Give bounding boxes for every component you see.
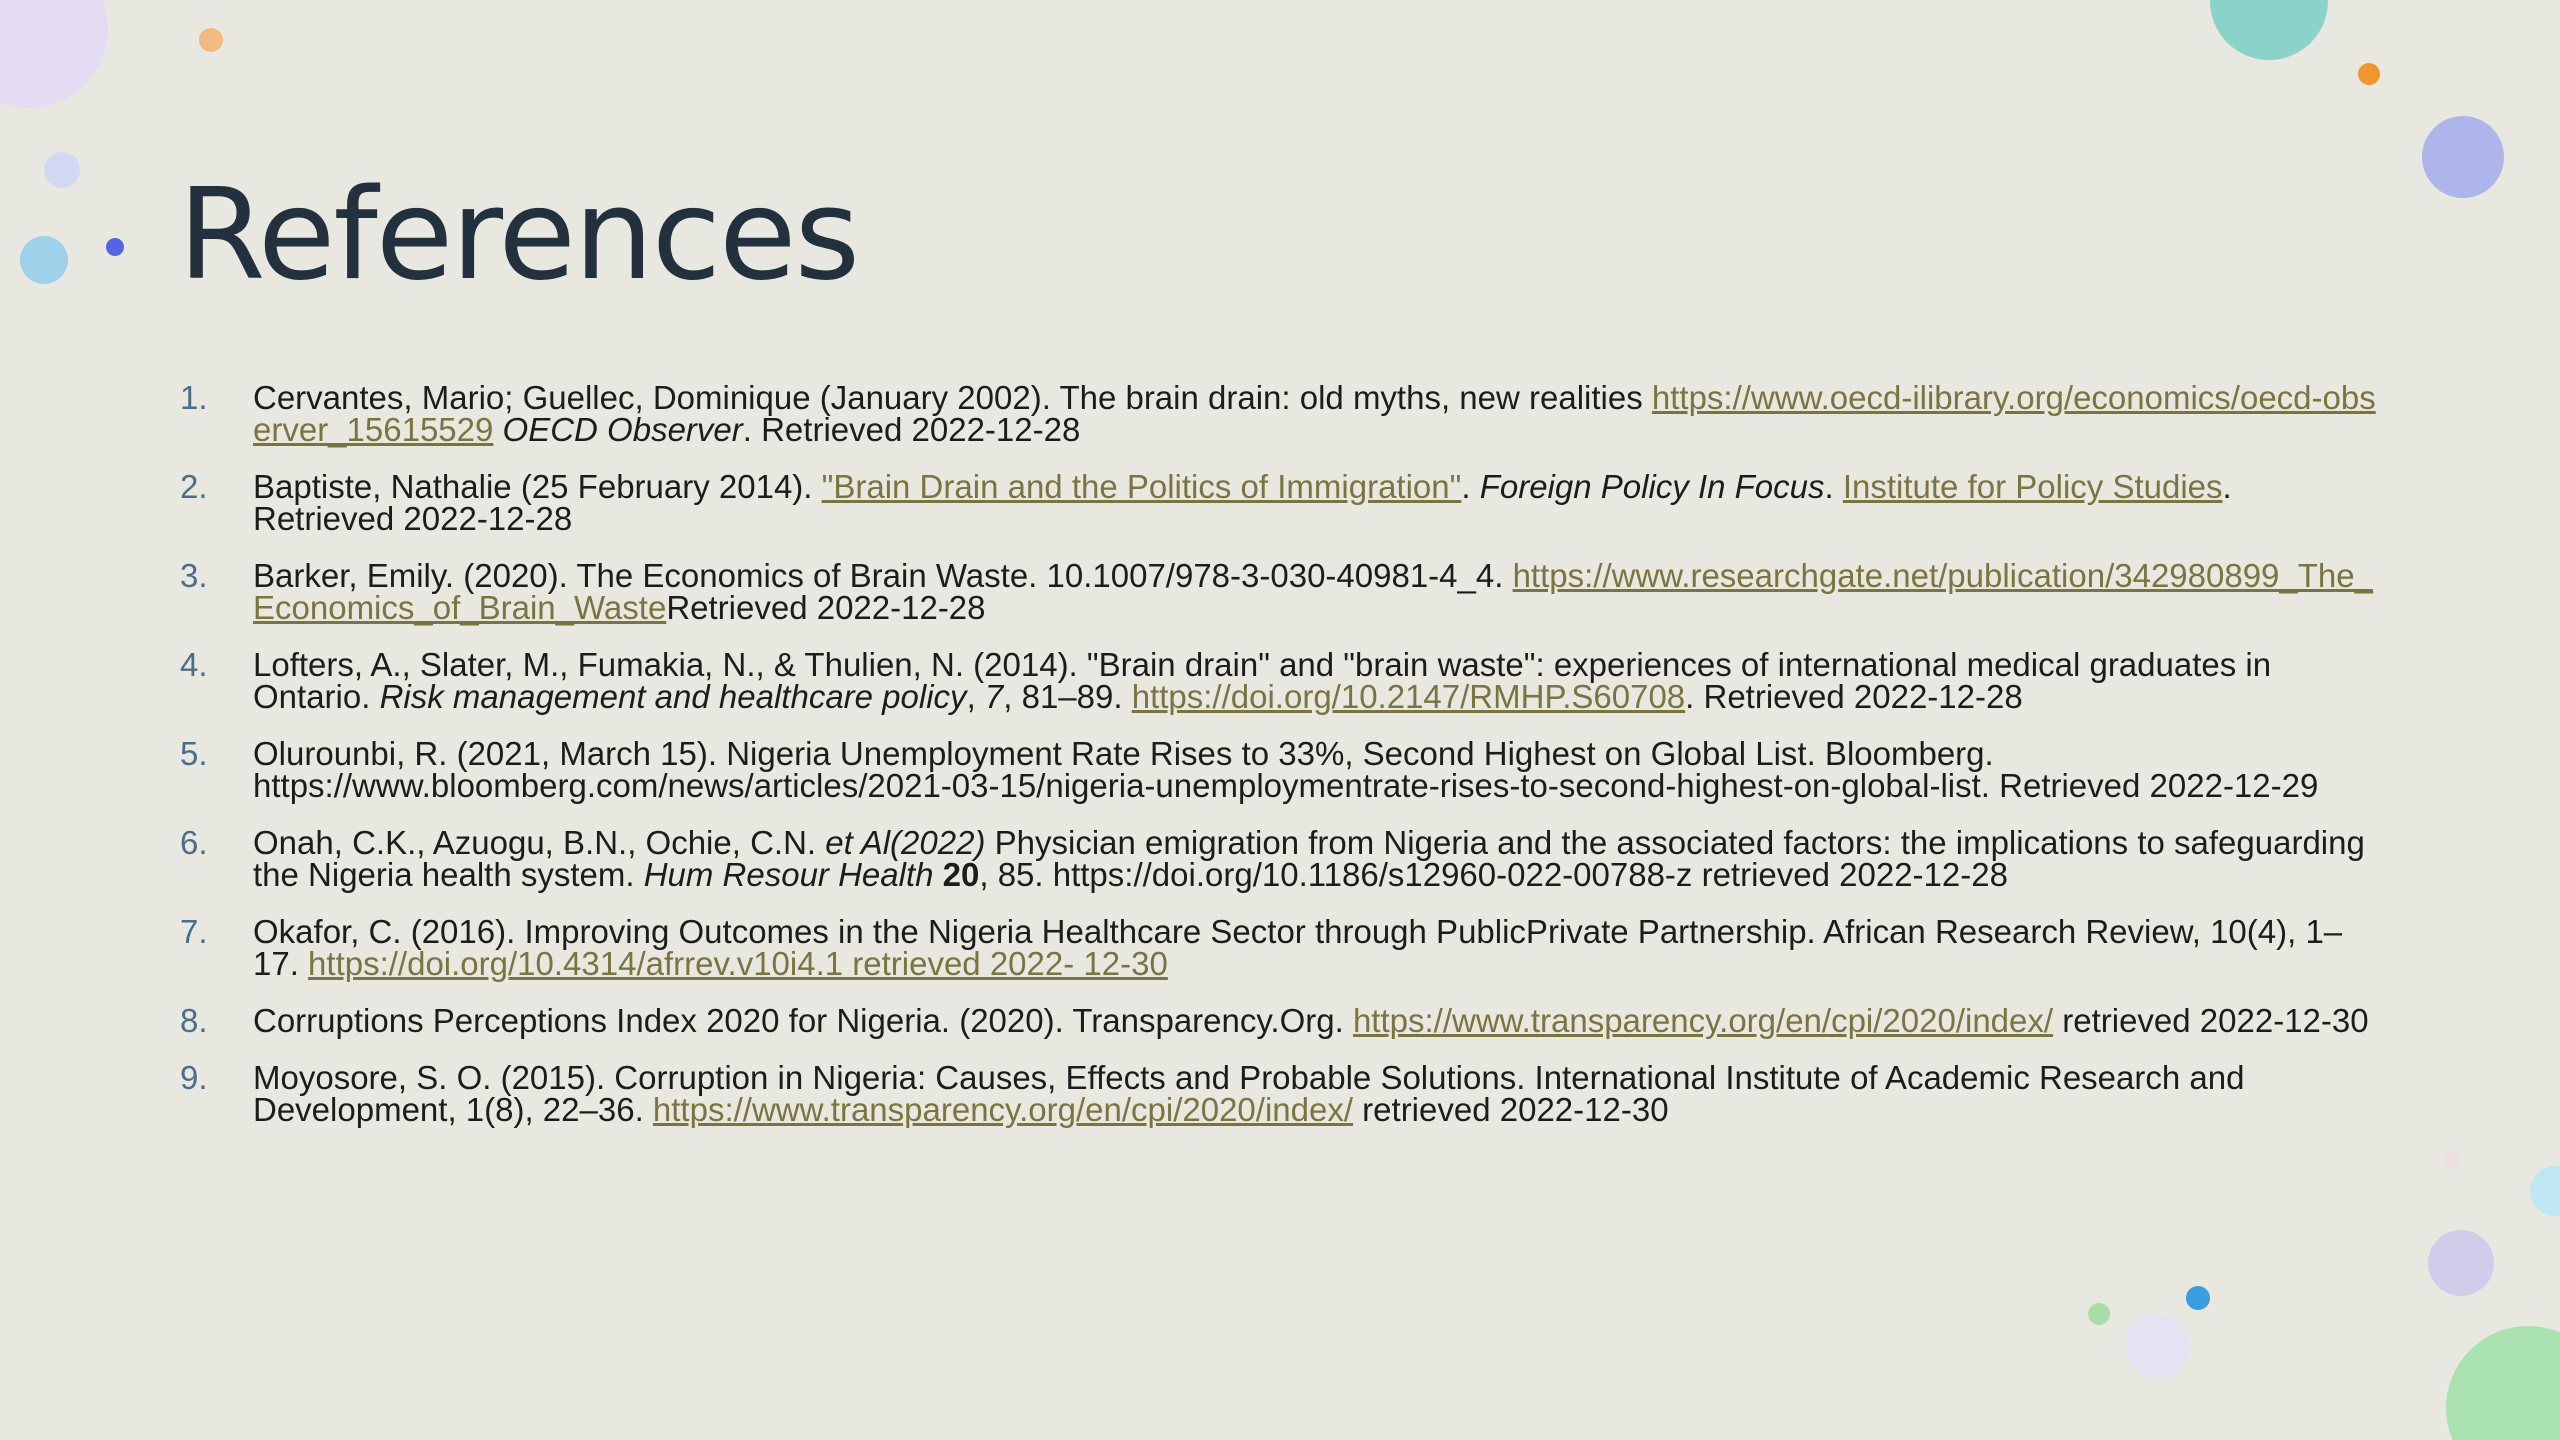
decor-dot-green-small xyxy=(2088,1303,2110,1325)
reference-text xyxy=(253,913,2380,982)
reference-number: 7. xyxy=(180,913,208,950)
reference-item xyxy=(180,646,2380,715)
decor-dot-periwinkle-medium xyxy=(2422,116,2504,198)
reference-text xyxy=(253,646,2380,715)
reference-italic-text: Risk management and healthcare policy xyxy=(379,678,967,715)
reference-link[interactable]: https://doi.org/10.4314/afrrev.v10i4.1 retrieved 2022- 12-30 xyxy=(308,945,1168,982)
reference-item xyxy=(180,1002,2380,1039)
reference-plain-text: Okafor, C. (2016). Improving Outcomes in the Nigeria Healthcare Sector through PublicPrivate Partnership. African Research Review, 10(4), 1–17. xyxy=(253,913,2343,982)
decor-dot-blue-small xyxy=(2186,1286,2210,1310)
reference-link[interactable]: https://www.transparency.org/en/cpi/2020/index/ xyxy=(1352,1002,2054,1039)
reference-plain-text: Corruptions Perceptions Index 2020 for Nigeria. (2020). Transparency.Org. xyxy=(253,1002,1353,1039)
reference-plain-text: Baptiste, Nathalie (25 February 2014). xyxy=(253,468,822,505)
reference-plain-text xyxy=(933,856,942,893)
reference-plain-text: retrieved 2022-12-30 xyxy=(1353,1091,1669,1128)
reference-text xyxy=(253,379,2380,448)
reference-number: 1. xyxy=(180,379,208,416)
reference-number: 5. xyxy=(180,735,208,772)
decor-dot-pink-faint xyxy=(2444,1152,2460,1168)
reference-plain-text: Physician emigration from Nigeria and the associated factors: the implications to safeguarding the Nigeria health system. xyxy=(253,824,2365,893)
reference-link[interactable]: Institute for Policy Studies xyxy=(1842,468,2223,505)
reference-plain-text: Lofters, A., Slater, M., Fumakia, N., & Thulien, N. (2014). "Brain drain" and "brain waste": experiences of international medical graduates in Ontario. xyxy=(253,646,2272,715)
reference-item xyxy=(180,557,2380,626)
reference-plain-text: , xyxy=(966,678,985,715)
decor-dot-lilac-medium xyxy=(2126,1314,2190,1378)
reference-number: 4. xyxy=(180,646,208,683)
page-title: References xyxy=(178,161,859,308)
reference-number: 6. xyxy=(180,824,208,861)
decor-dot-cyan-edge xyxy=(2530,1166,2560,1216)
reference-text xyxy=(253,468,2380,537)
reference-item xyxy=(180,379,2380,448)
decor-dot-indigo-tiny xyxy=(106,238,124,256)
reference-number: 3. xyxy=(180,557,208,594)
decor-dot-orange-tiny xyxy=(2358,63,2380,85)
reference-link[interactable]: https://doi.org/10.2147/RMHP.S60708 xyxy=(1131,678,1686,715)
reference-plain-text: . Retrieved 2022-12-28 xyxy=(742,411,1081,448)
reference-number: 2. xyxy=(180,468,208,505)
reference-bold-text: 20 xyxy=(942,856,980,893)
reference-plain-text: Retrieved 2022-12-28 xyxy=(666,589,986,626)
decor-dot-lavender-small xyxy=(44,152,80,188)
reference-plain-text: Cervantes, Mario; Guellec, Dominique (January 2002). The brain drain: old myths, new realities xyxy=(253,379,1652,416)
decor-dot-blue-medium xyxy=(20,236,68,284)
reference-item xyxy=(180,913,2380,982)
reference-text xyxy=(253,1059,2380,1128)
reference-item xyxy=(180,735,2380,804)
reference-plain-text: . xyxy=(1824,468,1843,505)
decor-dot-lavender-large xyxy=(0,0,108,108)
decor-dot-green-large xyxy=(2446,1326,2560,1440)
reference-text xyxy=(253,1002,2380,1039)
reference-text xyxy=(253,557,2380,626)
reference-italic-text: Hum Resour Health xyxy=(643,856,934,893)
reference-link[interactable]: https://www.oecd-ilibrary.org/economics/oecd-observer_15615529 xyxy=(253,379,2376,448)
reference-number: 9. xyxy=(180,1059,208,1096)
reference-text xyxy=(253,735,2380,804)
reference-item xyxy=(180,468,2380,537)
reference-plain-text: Olurounbi, R. (2021, March 15). Nigeria Unemployment Rate Rises to 33%, Second Highest on Global List. Bloomberg. https://www.bloomberg.com/news/articles/2021-03-15/nigeria-unemploymentrate-rises-to-second-highest-on-global-list. Retrieved 2022-12-29 xyxy=(253,735,2319,804)
reference-item xyxy=(180,824,2380,893)
decor-dot-teal-large xyxy=(2210,0,2328,60)
reference-plain-text: . Retrieved 2022-12-28 xyxy=(1685,678,2023,715)
decor-dot-orange-small xyxy=(199,28,223,52)
reference-item xyxy=(180,1059,2380,1128)
reference-link[interactable]: https://www.transparency.org/en/cpi/2020/index/ xyxy=(652,1091,1354,1128)
reference-text xyxy=(253,824,2380,893)
reference-plain-text: Onah, C.K., Azuogu, B.N., Ochie, C.N. xyxy=(253,824,826,861)
reference-link[interactable]: https://www.researchgate.net/publication/342980899_The_Economics_of_Brain_Waste xyxy=(253,557,2373,626)
reference-italic-text: et Al(2022) xyxy=(825,824,986,861)
reference-italic-text: Foreign Policy In Focus xyxy=(1479,468,1825,505)
reference-italic-text: OECD Observer xyxy=(502,411,743,448)
reference-plain-text xyxy=(493,411,502,448)
reference-plain-text: retrieved 2022-12-30 xyxy=(2053,1002,2369,1039)
reference-number: 8. xyxy=(180,1002,208,1039)
reference-link[interactable]: "Brain Drain and the Politics of Immigration" xyxy=(821,468,1462,505)
references-list xyxy=(180,379,2380,1151)
reference-plain-text: . xyxy=(1461,468,1480,505)
reference-plain-text: Barker, Emily. (2020). The Economics of Brain Waste. 10.1007/978-3-030-40981-4_4. xyxy=(253,557,1513,594)
reference-plain-text: , 81–89. xyxy=(1003,678,1132,715)
reference-plain-text: . Retrieved 2022-12-28 xyxy=(253,468,2232,537)
reference-italic-text: 7 xyxy=(984,678,1004,715)
decor-dot-lavender-medium xyxy=(2428,1230,2494,1296)
reference-plain-text: , 85. https://doi.org/10.1186/s12960-022-00788-z retrieved 2022-12-28 xyxy=(979,856,2008,893)
reference-plain-text: Moyosore, S. O. (2015). Corruption in Nigeria: Causes, Effects and Probable Solutions. International Institute of Academic Research and Development, 1(8), 22–36. xyxy=(253,1059,2245,1128)
